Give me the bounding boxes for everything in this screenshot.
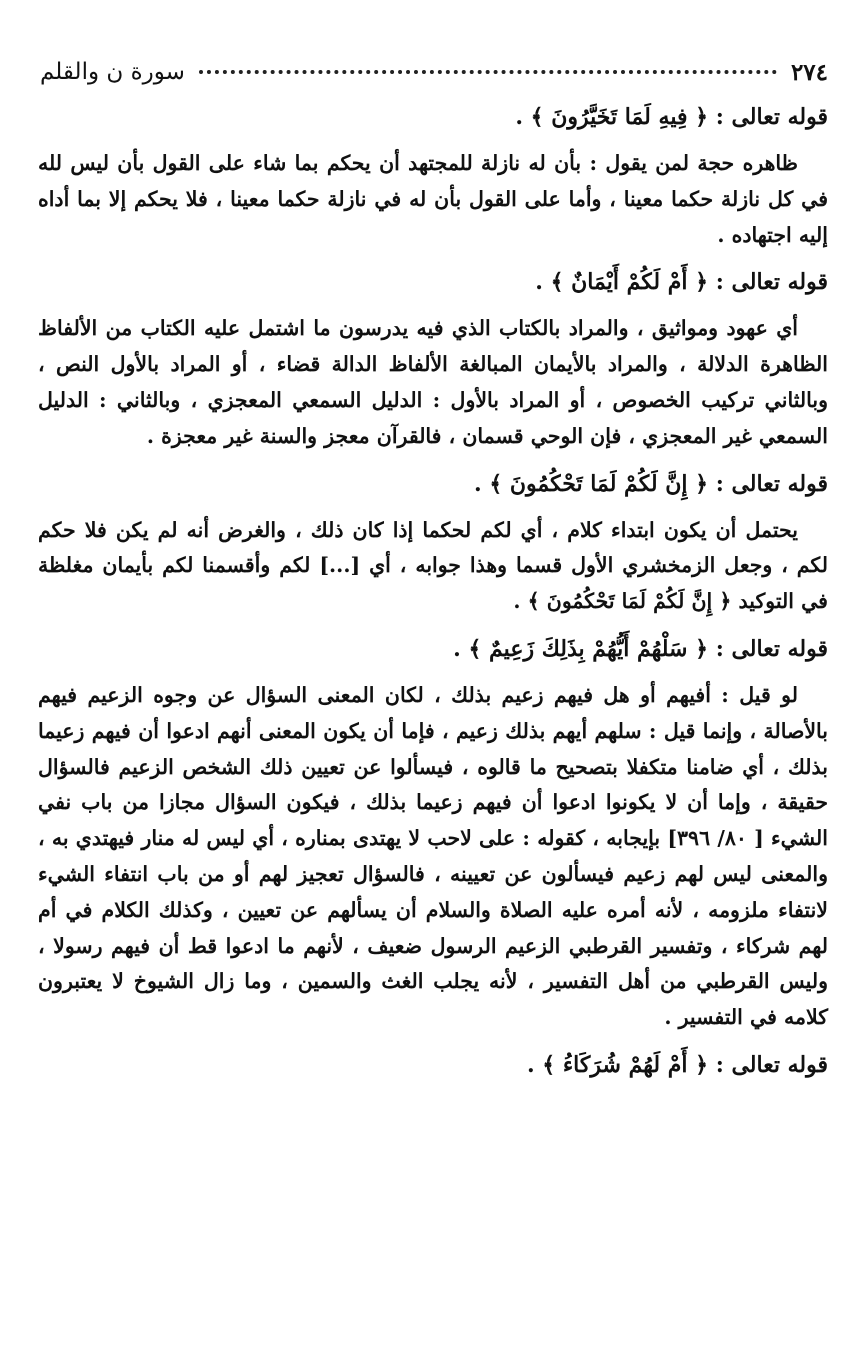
verse-heading xyxy=(38,1046,828,1084)
header-dotted-rule xyxy=(199,70,777,74)
commentary-paragraph: يحتمل أن يكون ابتداء كلام ، أي لكم لحكما إذا كان ذلك ، والغرض أنه لم يكن فلا حكم لكم ، وجعل الزمخشري الأول قسما وهذا جوابه ، أي [...] لكم وأقسمنا لكم بأيمان مغلظة في التوكيد ﴿ إِنَّ لَكُمْ لَمَا تَحْكُمُونَ ﴾ . xyxy=(38,517,828,614)
commentary-paragraph: لو قيل : أفيهم أو هل فيهم زعيم بذلك ، لكان المعنى السؤال عن وجوه الزعيم فيهم بالأصالة ، وإنما قيل : سلهم أيهم بذلك زعيم ، فإما أن يكون المعنى أنهم ادعوا أن فيهم زعيما بذلك ، أي ضامنا متكفلا بتصحيح ما قالوه ، فيسألوا عن تعيين ذلك الشخص الزعيم فالسؤال حقيقة ، وإما أن لا يكونوا ادعوا أن فيهم زعيما بذلك ، فيكون السؤال مجازا من باب نفي الشيء [ ٨٠/ ٣٩٦] بإيجابه ، كقوله : على لاحب لا يهتدى بمناره ، أي ليس له منار فيهتدي به ، والمعنى ليس لهم زعيم فيسألون عن تعيينه ، فالسؤال تعجيز لهم أو من باب انتفاء الشيء لانتفاء ملزومه ، لأنه أمره عليه الصلاة والسلام أن يسألهم عن تعيين ، وكذلك الكلام في أم لهم شركاء ، وتفسير القرطبي الزعيم الرسول ضعيف ، لأنهم ما ادعوا قط أن فيهم رسولا ، وليس القرطبي من أهل التفسير ، لأنه يجلب الغث والسمين ، وما زال الشيوخ لا يعتبرون كلامه في التفسير . xyxy=(38,682,828,1030)
surah-title: سورة ن والقلم xyxy=(40,59,185,85)
verse-heading xyxy=(38,630,828,668)
quran-verse: ﴿ أَمْ لَكُمْ أَيْمَانٌ ﴾ . xyxy=(535,269,709,296)
verse-intro: قوله تعالى : xyxy=(708,470,828,497)
verse-intro: قوله تعالى : xyxy=(708,635,828,662)
page-header xyxy=(40,52,828,92)
page-body xyxy=(38,98,828,1332)
verse-heading xyxy=(38,98,828,136)
quran-verse: ﴿ إِنَّ لَكُمْ لَمَا تَحْكُمُونَ ﴾ . xyxy=(474,470,709,497)
page-number: ٢٧٤ xyxy=(790,58,828,86)
quran-verse: ﴿ فِيهِ لَمَا تَخَيَّرُونَ ﴾ . xyxy=(515,104,709,130)
commentary-paragraph: أي عهود ومواثيق ، والمراد بالكتاب الذي فيه يدرسون ما اشتمل عليه الكتاب من الألفاظ الظاهرة الدلالة ، والمراد بالأيمان المبالغة الألفاظ الدالة قضاء ، أو المراد بالأول النص ، وبالثاني تركيب الخصوص ، أو المراد بالأول : الدليل السمعي المعجزي ، وبالثاني : الدليل السمعي غير المعجزي ، فإن الوحي قسمان ، فالقرآن معجز والسنة غير معجزة . xyxy=(38,316,828,448)
verse-intro: قوله تعالى : xyxy=(708,269,828,296)
verse-heading xyxy=(38,263,828,301)
quran-verse: ﴿ أَمْ لَهُمْ شُرَكَاءُ ﴾ . xyxy=(526,1051,709,1078)
commentary-paragraph: ظاهره حجة لمن يقول : بأن له نازلة للمجتهد أن يحكم بما شاء على القول بأن ليس لله في كل نازلة حكما معينا ، وأما على القول بأن له في نازلة حكما معينا ، فلا يحكم إلا بما أداه إليه اجتهاده . xyxy=(38,151,828,247)
verse-intro: قوله تعالى : xyxy=(708,104,828,130)
quran-verse: ﴿ سَلْهُمْ أَيُّهُمْ بِذَلِكَ زَعِيمٌ ﴾ . xyxy=(453,635,709,662)
verse-heading xyxy=(38,465,828,503)
verse-intro: قوله تعالى : xyxy=(708,1051,828,1078)
